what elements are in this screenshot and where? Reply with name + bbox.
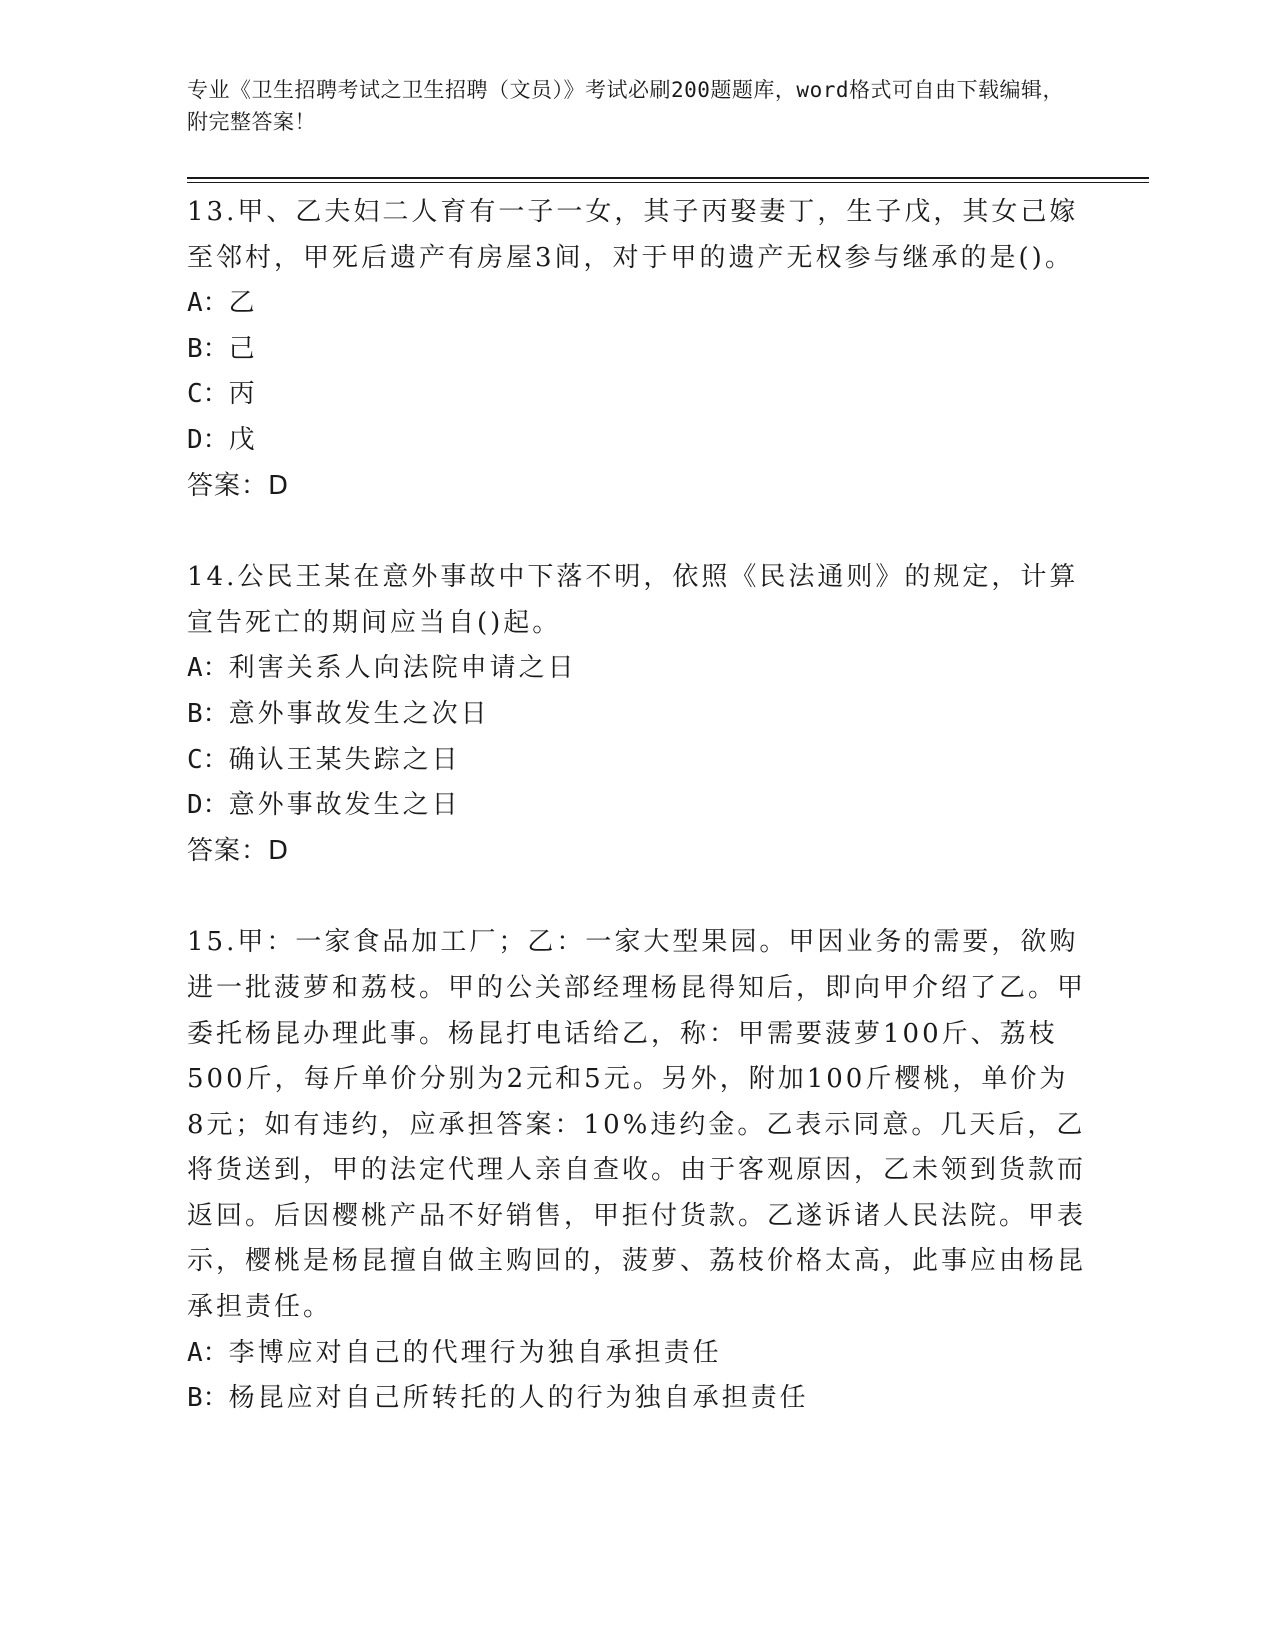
header-divider — [187, 177, 1149, 179]
question-15 — [187, 920, 1087, 1422]
option-text: 意外事故发生之日 — [228, 790, 461, 821]
option-label: A： — [187, 653, 229, 684]
option-c — [187, 738, 1087, 784]
question-stem: 14.公民王某在意外事故中下落不明，依照《民法通则》的规定，计算宣告死亡的期间应当自()起。 — [187, 562, 1079, 638]
option-text: 利害关系人向法院申请之日 — [228, 653, 577, 684]
option-d — [187, 783, 1087, 829]
option-text: 李博应对自己的代理行为独自承担责任 — [228, 1337, 722, 1368]
option-label: D： — [187, 790, 229, 821]
option-b — [187, 1376, 1087, 1422]
header-divider-thin — [187, 182, 1149, 183]
option-label: B： — [187, 333, 229, 364]
option-a — [187, 1331, 1087, 1377]
question-stem: 13.甲、乙夫妇二人育有一子一女，其子丙娶妻丁，生子戊，其女己嫁至邻村，甲死后遗产有房屋3间，对于甲的遗产无权参与继承的是()。 — [187, 197, 1079, 273]
option-label: A： — [187, 1337, 229, 1368]
option-label: D： — [187, 424, 229, 455]
option-a — [187, 646, 1087, 692]
option-text: 丙 — [228, 379, 258, 410]
question-13 — [187, 190, 1087, 509]
option-text: 意外事故发生之次日 — [228, 698, 490, 729]
option-text: 确认王某失踪之日 — [228, 744, 461, 775]
option-b — [187, 327, 1087, 373]
answer-line: 答案：D — [187, 470, 290, 501]
question-list — [187, 190, 1087, 1468]
option-a — [187, 281, 1087, 327]
option-text: 戊 — [228, 424, 258, 455]
option-label: B： — [187, 1383, 229, 1414]
answer-line: 答案：D — [187, 835, 290, 866]
option-text: 乙 — [228, 288, 258, 319]
option-label: C： — [187, 379, 229, 410]
option-b — [187, 692, 1087, 738]
document-header: 专业《卫生招聘考试之卫生招聘（文员）》考试必刷200题题库，word格式可自由下载编辑，附完整答案！ — [187, 78, 1064, 134]
option-text: 己 — [228, 333, 258, 364]
question-stem: 15.甲：一家食品加工厂；乙：一家大型果园。甲因业务的需要，欲购进一批菠萝和荔枝。甲的公关部经理杨昆得知后，即向甲介绍了乙。甲委托杨昆办理此事。杨昆打电话给乙，称：甲需要菠萝100斤、荔枝500斤，每斤单价分别为2元和5元。另外，附加100斤樱桃，单价为8元；如有违约，应承担答案：10%违约金。乙表示同意。几天后，乙将货送到，甲的法定代理人亲自查收。由于客观原因，乙未领到货款而返回。后因樱桃产品不好销售，甲拒付货款。乙遂诉诸人民法院。甲表示，樱桃是杨昆擅自做主购回的，菠萝、荔枝价格太高，此事应由杨昆承担责任。 — [187, 927, 1087, 1323]
option-d — [187, 418, 1087, 464]
option-text: 杨昆应对自己所转托的人的行为独自承担责任 — [228, 1383, 809, 1414]
option-label: B： — [187, 698, 229, 729]
option-c — [187, 372, 1087, 418]
question-14 — [187, 555, 1087, 874]
option-label: C： — [187, 744, 229, 775]
option-label: A： — [187, 288, 229, 319]
